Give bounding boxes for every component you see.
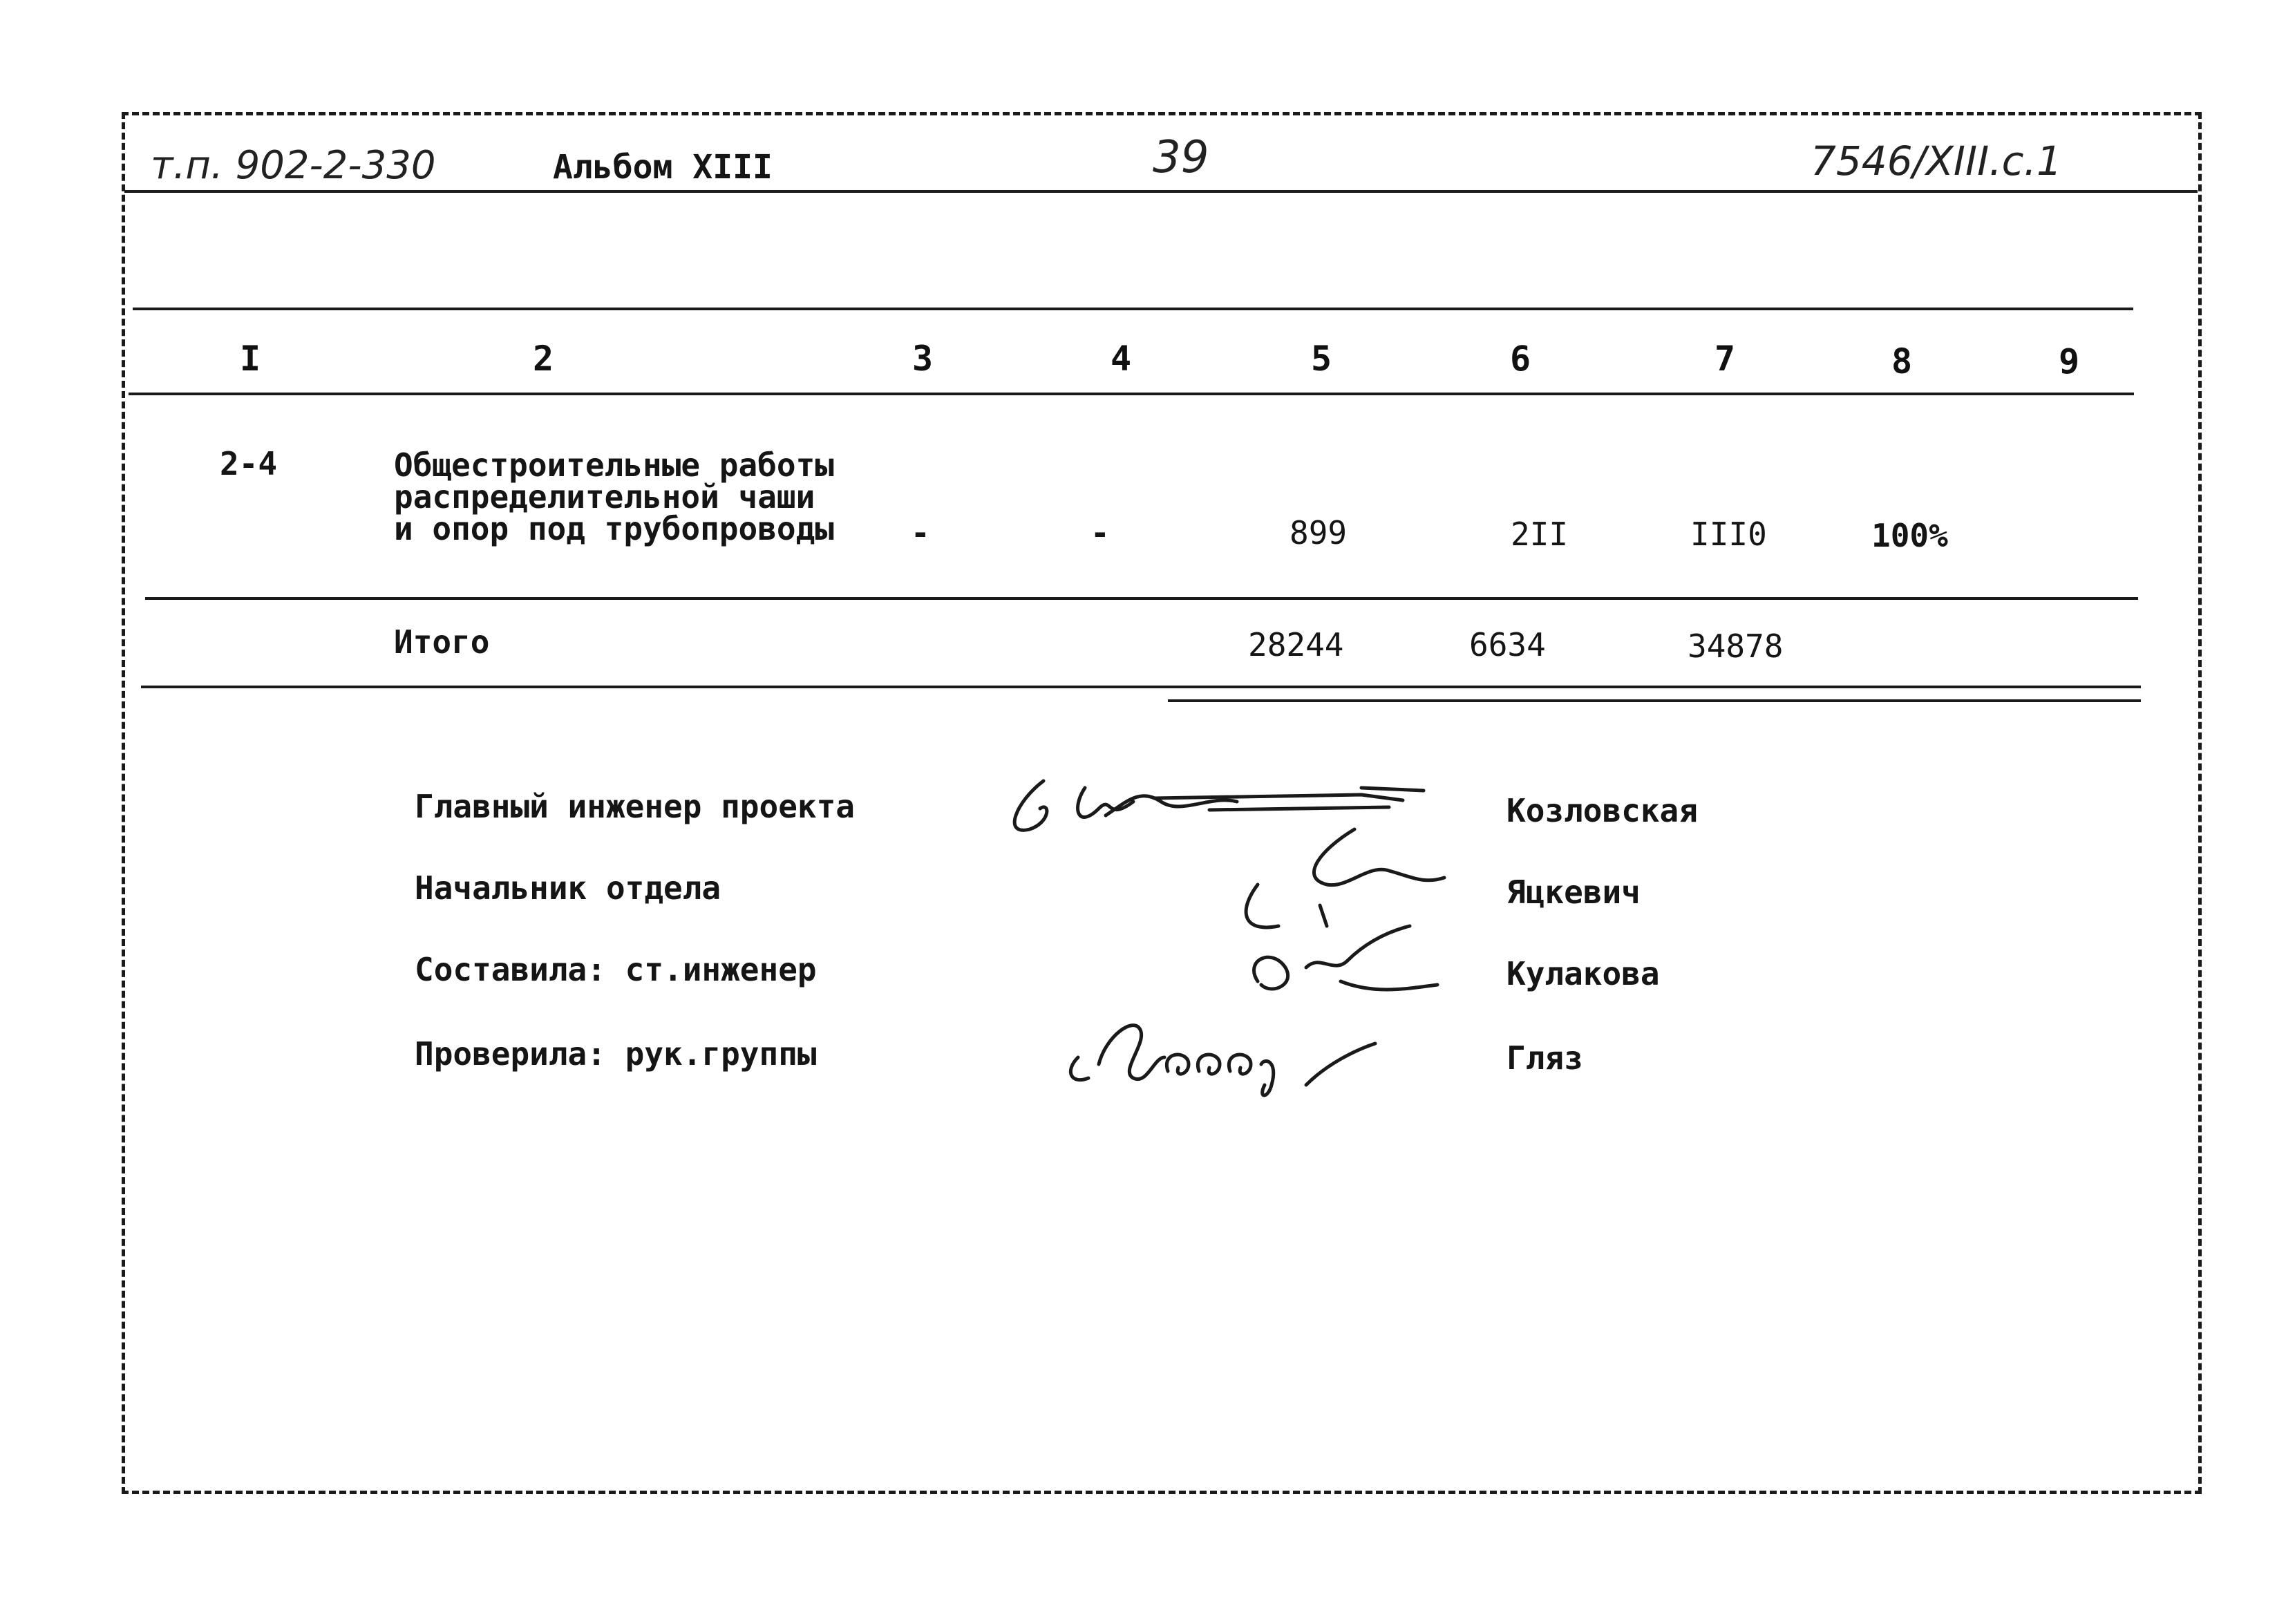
- col-num-1: I: [239, 339, 261, 379]
- signature-role: Главный инженер проекта: [415, 788, 855, 825]
- col-num-3: 3: [911, 339, 934, 379]
- doc-code: т.п. 902-2-330: [151, 143, 436, 188]
- row-description: [394, 446, 834, 547]
- signature-name: Яцкевич: [1506, 874, 1641, 911]
- row-cell-col6: 2II: [1511, 516, 1569, 553]
- col-num-8: 8: [1891, 341, 1913, 381]
- col-num-4: 4: [1110, 339, 1132, 379]
- total-label: Итого: [394, 623, 490, 661]
- table-top-rule: [133, 308, 2133, 310]
- signature-name: Козловская: [1506, 792, 1698, 829]
- row-cell-col8: 100%: [1871, 517, 1948, 554]
- signature-role: Составила: ст.инженер: [415, 951, 817, 988]
- row-description-line: и опор под трубопроводы: [394, 510, 834, 547]
- total-col7: 34878: [1688, 627, 1784, 665]
- row-cell-col3: -: [911, 514, 930, 551]
- row-number: 2-4: [220, 445, 278, 482]
- col-num-7: 7: [1714, 339, 1736, 379]
- row-cell-col4: -: [1090, 514, 1110, 551]
- col-num-5: 5: [1310, 339, 1332, 379]
- total-col6: 6634: [1469, 626, 1546, 663]
- signature-role: Проверила: рук.группы: [415, 1035, 817, 1073]
- page-number: 39: [1153, 132, 1209, 183]
- col-num-2: 2: [532, 339, 554, 379]
- row-description-line: Общестроительные работы: [394, 446, 834, 484]
- signature-name: Гляз: [1506, 1039, 1583, 1077]
- archive-code: 7546/XIII.с.1: [1811, 138, 2062, 185]
- handwritten-signature: [1050, 995, 1396, 1113]
- col-num-6: 6: [1509, 339, 1531, 379]
- row-description-line: распределительной чаши: [394, 478, 815, 516]
- header-underline: [124, 190, 2198, 193]
- signature-role: Начальник отдела: [415, 869, 721, 907]
- table-bottom-rule-right: [1168, 699, 2141, 702]
- total-col5: 28244: [1248, 626, 1344, 663]
- table-bottom-rule: [141, 686, 2141, 688]
- row-cell-col7: III0: [1690, 516, 1767, 553]
- signature-name: Кулакова: [1506, 955, 1660, 992]
- row-rule: [145, 597, 2138, 600]
- col-num-9: 9: [2058, 341, 2080, 381]
- column-number-rule: [129, 393, 2134, 395]
- album-label: Альбом XIII: [553, 148, 773, 187]
- row-cell-col5: 899: [1290, 514, 1348, 551]
